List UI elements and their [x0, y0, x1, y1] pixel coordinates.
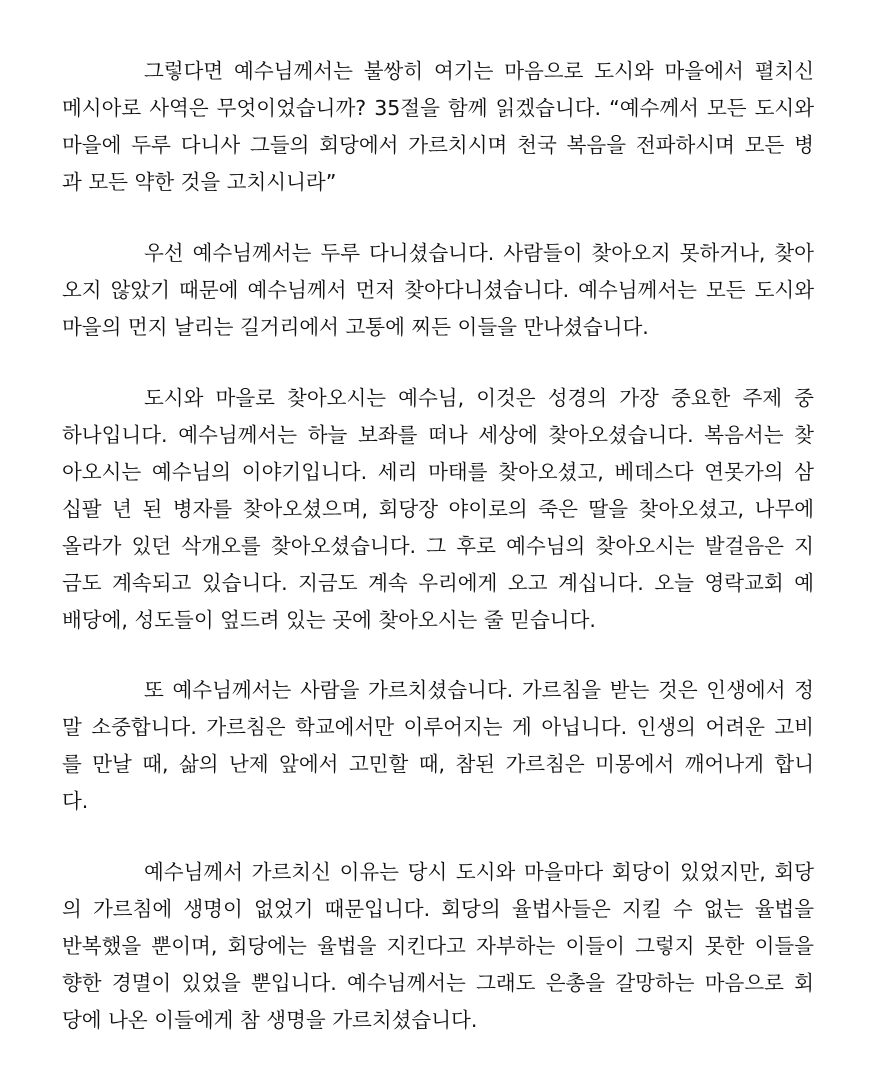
paragraph-line: 배당에, 성도들이 엎드려 있는 곳에 찾아오시는 줄 믿습니다.	[62, 608, 596, 632]
paragraph-2	[62, 235, 814, 346]
paragraph-line: 의 가르침에 생명이 없었기 때문입니다. 회당의 율법사들은 지킬 수 없는 율법을	[62, 897, 814, 921]
paragraph-line: 마을에 두루 다니사 그들의 회당에서 가르치시며 천국 복음을 전파하시며 모든 병	[62, 133, 814, 157]
paragraph-line: 올라가 있던 삭개오를 찾아오셨습니다. 그 후로 예수님의 찾아오시는 발걸음은 지	[62, 534, 814, 558]
paragraph-line: 향한 경멸이 있었을 뿐입니다. 예수님께서는 그래도 은총을 갈망하는 마음으로 회	[62, 971, 814, 995]
paragraph-line: 메시아로 사역은 무엇이었습니까? 35절을 함께 읽겠습니다. “예수께서 모든 도시와	[62, 96, 814, 120]
paragraph-1	[62, 53, 814, 201]
paragraph-line: 를 만날 때, 삶의 난제 앞에서 고민할 때, 참된 가르침은 미몽에서 깨어나게 합니	[62, 752, 814, 776]
paragraph-line: 당에 나온 이들에게 참 생명을 가르치셨습니다.	[62, 1008, 478, 1032]
paragraph-line: 과 모든 약한 것을 고치시니라”	[62, 170, 337, 194]
paragraph-line: 다.	[62, 789, 89, 813]
paragraph-line: 말 소중합니다. 가르침은 학교에서만 이루어지는 게 아닙니다. 인생의 어려운 고비	[62, 715, 814, 739]
paragraph-line: 그렇다면 예수님께서는 불쌍히 여기는 마음으로 도시와 마을에서 펼치신	[144, 59, 814, 83]
paragraph-line: 도시와 마을로 찾아오시는 예수님, 이것은 성경의 가장 중요한 주제 중	[144, 386, 814, 410]
paragraph-line: 하나입니다. 예수님께서는 하늘 보좌를 떠나 세상에 찾아오셨습니다. 복음서는 찾	[62, 423, 814, 447]
paragraph-line: 또 예수님께서는 사람을 가르치셨습니다. 가르침을 받는 것은 인생에서 정	[144, 678, 814, 702]
paragraph-line: 우선 예수님께서는 두루 다니셨습니다. 사람들이 찾아오지 못하거나, 찾아	[144, 241, 814, 265]
paragraph-line: 십팔 년 된 병자를 찾아오셨으며, 회당장 야이로의 죽은 딸을 찾아오셨고, 나무에	[62, 497, 814, 521]
paragraph-line: 아오시는 예수님의 이야기입니다. 세리 마태를 찾아오셨고, 베데스다 연못가의 삼	[62, 460, 814, 484]
paragraph-line: 오지 않았기 때문에 예수님께서 먼저 찾아다니셨습니다. 예수님께서는 모든 도시와	[62, 278, 814, 302]
paragraph-line: 금도 계속되고 있습니다. 지금도 계속 우리에게 오고 계십니다. 오늘 영락교회 예	[62, 571, 814, 595]
paragraph-line: 예수님께서 가르치신 이유는 당시 도시와 마을마다 회당이 있었지만, 회당	[144, 860, 814, 884]
paragraph-line: 반복했을 뿐이며, 회당에는 율법을 지킨다고 자부하는 이들이 그렇지 못한 이들을	[62, 934, 814, 958]
paragraph-5	[62, 854, 814, 1039]
paragraph-line: 마을의 먼지 날리는 길거리에서 고통에 찌든 이들을 만나셨습니다.	[62, 315, 649, 339]
paragraph-3	[62, 380, 814, 639]
paragraph-4	[62, 672, 814, 820]
